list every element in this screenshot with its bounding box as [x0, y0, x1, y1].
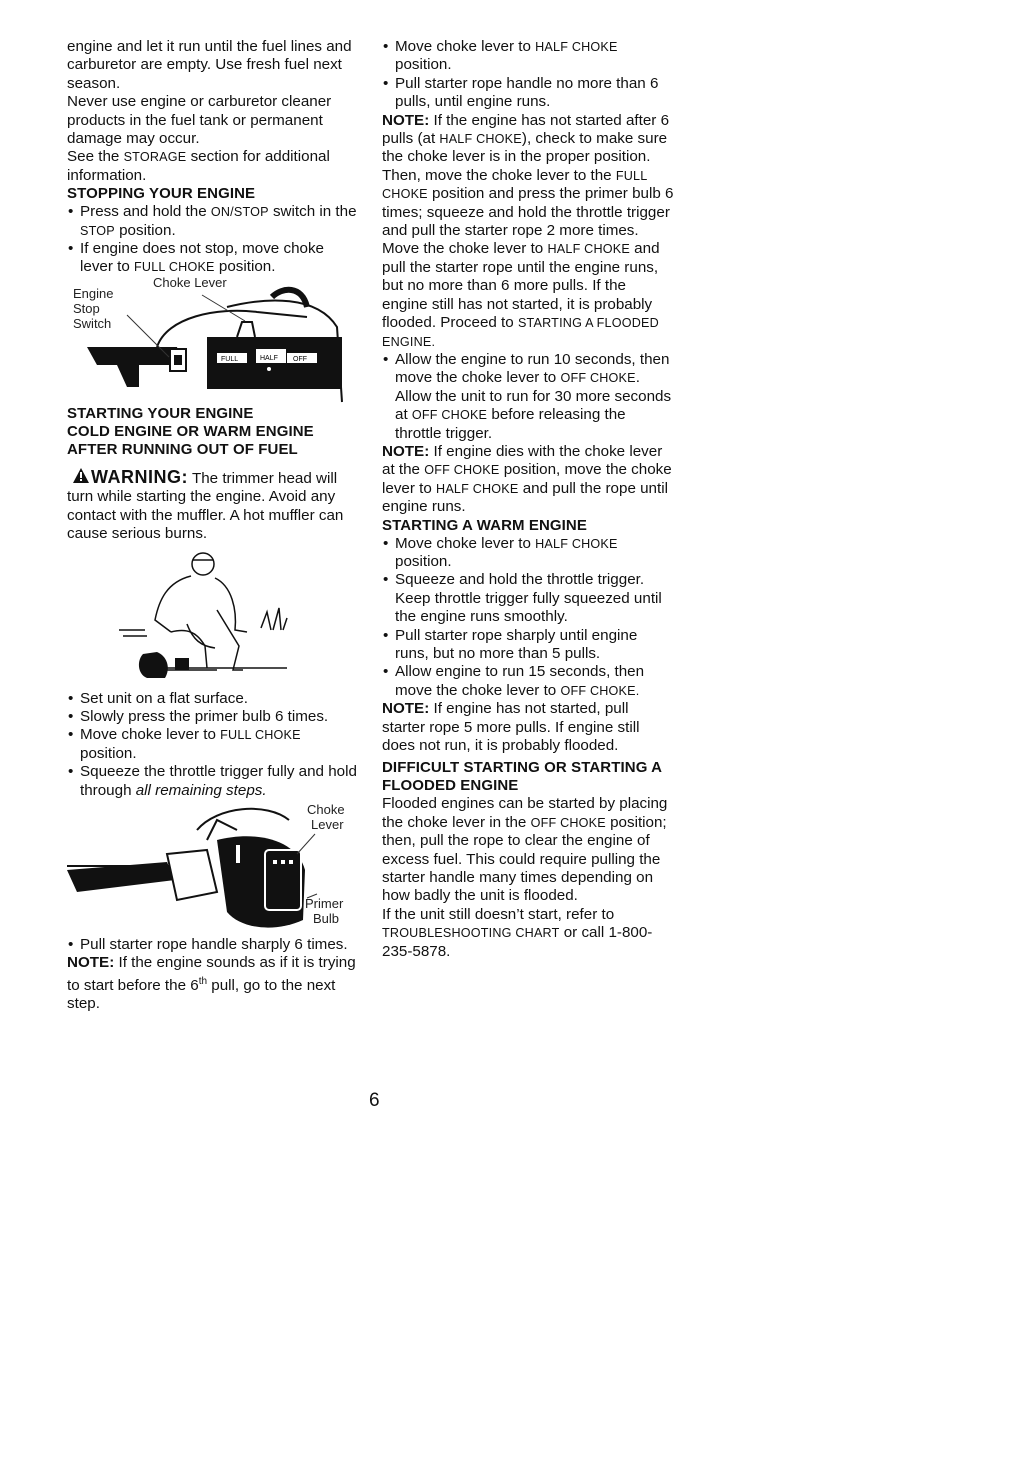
text: and pull the rope until engine runs.	[382, 479, 668, 516]
position-name: OFF CHOKE.	[560, 683, 640, 698]
text: section for additional information.	[67, 148, 330, 184]
warning-label: WARNING:	[91, 466, 188, 487]
text: If engine has not started, pull starter rope 5 more pulls. If engine still does not run, it is probably flooded.	[382, 700, 640, 755]
trimmer-head	[139, 652, 168, 678]
list-item: • Slowly press the primer bulb 6 times.	[67, 708, 357, 726]
emphasis-text: all remaining steps.	[135, 781, 267, 799]
text: switch in the	[268, 203, 357, 221]
switch-label: Switch	[73, 315, 112, 331]
left-column	[67, 38, 357, 1014]
warning-paragraph	[67, 468, 357, 544]
superscript: th	[198, 975, 208, 987]
lever-label: Lever	[311, 816, 344, 832]
run-list	[382, 351, 674, 443]
position-name: OFF CHOKE	[530, 815, 606, 830]
note-paragraph	[67, 954, 357, 1013]
list-item: • Set unit on a flat surface.	[67, 690, 357, 708]
list-item: • Pull starter rope sharply until engine runs, but no more than 5 pulls.	[382, 627, 674, 664]
flooded-paragraph	[382, 795, 674, 905]
list-item	[67, 240, 357, 277]
text: position, move the choke lever to	[382, 461, 672, 497]
text: Move choke lever to	[395, 38, 536, 55]
position-name: FULL CHOKE	[134, 260, 215, 275]
note-paragraph-2	[382, 443, 674, 517]
pos-full-label: FULL	[221, 355, 239, 363]
list-item	[382, 38, 674, 75]
stopping-heading: STOPPING YOUR ENGINE	[67, 185, 256, 203]
page-number: 6	[369, 1090, 380, 1111]
position-name: HALF CHOKE	[535, 536, 618, 551]
starting-position-illustration	[67, 550, 357, 686]
intro-paragraph-3	[67, 148, 357, 185]
note-label: NOTE:	[382, 700, 430, 718]
half-choke-list	[382, 38, 674, 112]
note-paragraph-1	[382, 112, 674, 351]
note-label: NOTE:	[67, 954, 115, 972]
list-item: • Squeeze and hold the throttle trigger. Keep throttle trigger fully squeezed until the engine runs smoothly.	[382, 571, 674, 626]
list-item	[67, 726, 357, 763]
text: and pull the starter rope until the engine runs, but no more than 6 more pulls. If the engine still has not started, it is probably flooded. Proceed to	[382, 240, 660, 332]
warning-text: The trimmer head will turn while starting the engine. Avoid any contact with the muffler. A hot muffler can cause serious burns.	[67, 469, 344, 543]
intro-paragraph-2: Never use engine or carburetor cleaner products in the fuel tank or permanent damage may occur.	[67, 93, 332, 148]
text: position.	[114, 221, 176, 239]
list-item	[382, 351, 674, 443]
position-name: OFF CHOKE	[424, 463, 500, 478]
engine-label: Engine	[73, 285, 114, 301]
primer-bulb	[265, 850, 301, 910]
text: position.	[395, 552, 452, 570]
difficult-starting-heading: DIFFICULT STARTING OR STARTING A FLOODED ENGINE	[382, 759, 662, 795]
text: position.	[80, 744, 137, 762]
position-name: HALF CHOKE	[535, 40, 618, 54]
text: ), check to make sure the choke lever is in the proper position. Then, move the choke lever to the	[382, 130, 668, 184]
stop-label: Stop	[73, 300, 100, 316]
text: If engine does not stop, move choke lever to	[80, 240, 325, 276]
position-name: FULL CHOKE	[382, 168, 647, 202]
position-name: HALF CHOKE	[439, 132, 522, 147]
switch-name: ON/STOP	[210, 205, 269, 220]
primer-bulb-illustration	[67, 800, 357, 936]
text: Move choke lever to	[395, 534, 536, 552]
choke-switch-illustration	[67, 274, 357, 405]
text: Move choke lever to	[80, 726, 221, 744]
text: Allow the engine to run 10 seconds, then move the choke lever to	[395, 350, 670, 387]
text: Squeeze the throttle trigger fully and hold through	[80, 763, 357, 799]
text: position; then, pull the rope to clear the engine of excess fuel. This could require pulling the starter handle many times depending on how badly the unit is flooded.	[382, 813, 667, 905]
text: or call 1-800-235-5878.	[382, 924, 653, 960]
section-reference: STARTING A FLOODED ENGINE.	[382, 316, 659, 349]
text: If the unit still doesn’t start, refer to	[382, 905, 615, 923]
troubleshooting-paragraph	[382, 906, 674, 961]
warm-engine-list	[382, 535, 674, 701]
text: position.	[214, 258, 276, 276]
text: Flooded engines can be started by placing the choke lever in the	[382, 795, 668, 831]
list-item	[382, 535, 674, 572]
position-name: OFF CHOKE	[560, 371, 636, 386]
list-item	[382, 663, 674, 700]
warm-engine-heading: STARTING A WARM ENGINE	[382, 516, 587, 534]
list-item	[67, 203, 357, 240]
text: Press and hold the	[80, 203, 211, 221]
text: pull, go to the next step.	[67, 976, 336, 1013]
choke-lever	[235, 844, 241, 864]
list-item	[67, 763, 357, 800]
position-name: HALF CHOKE	[436, 481, 519, 496]
text: If the engine has not started after 6 pulls (at	[382, 111, 670, 148]
pos-off-label: OFF	[293, 355, 307, 363]
choke-label: Choke	[307, 801, 345, 817]
intro-paragraph-1: engine and let it run until the fuel lines and carburetor are empty. Use fresh fuel next season.	[67, 38, 352, 92]
starting-heading: STARTING YOUR ENGINE	[67, 404, 254, 422]
troubleshooting-reference: TROUBLESHOOTING CHART	[382, 926, 560, 941]
primer-label: Primer	[305, 895, 344, 911]
right-column	[382, 38, 674, 961]
note-label: NOTE:	[382, 111, 430, 129]
list-item: • Pull starter rope handle sharply 6 times.	[67, 936, 357, 954]
text: position and press the primer bulb 6 times; squeeze and hold the throttle trigger and pull the starter rope 2 more times. Move the choke lever to	[382, 185, 674, 258]
stopping-list	[67, 203, 357, 277]
position-name: OFF CHOKE	[411, 408, 488, 423]
cold-start-list	[67, 690, 357, 800]
warning-icon	[73, 468, 91, 488]
cold-warm-heading: COLD ENGINE OR WARM ENGINE AFTER RUNNING OUT OF FUEL	[67, 422, 314, 458]
text: If the engine sounds as if it is trying to start before the 6	[67, 954, 356, 994]
position-name: FULL CHOKE	[220, 728, 301, 743]
note-paragraph-3	[382, 700, 674, 755]
bulb-label: Bulb	[313, 910, 340, 926]
text: See the	[67, 148, 124, 166]
text: before releasing the throttle trigger.	[395, 406, 626, 442]
text: . Allow the unit to run for 30 more seconds at	[395, 369, 672, 424]
text: If engine dies with the choke lever at the	[382, 442, 663, 479]
pos-half-label: HALF	[260, 354, 278, 362]
operator-drawing	[67, 550, 357, 686]
rope-list	[67, 936, 357, 954]
position-name: HALF CHOKE	[547, 242, 630, 257]
storage-reference: STORAGE	[123, 150, 187, 165]
note-label: NOTE:	[382, 442, 430, 460]
position-name: STOP	[80, 223, 115, 238]
text: Allow engine to run 15 seconds, then move the choke lever to	[395, 663, 645, 699]
list-item: • Pull starter rope handle no more than 6 pulls, until engine runs.	[382, 75, 674, 112]
text: position.	[395, 56, 452, 74]
choke-lever-label: Choke Lever	[153, 274, 227, 290]
